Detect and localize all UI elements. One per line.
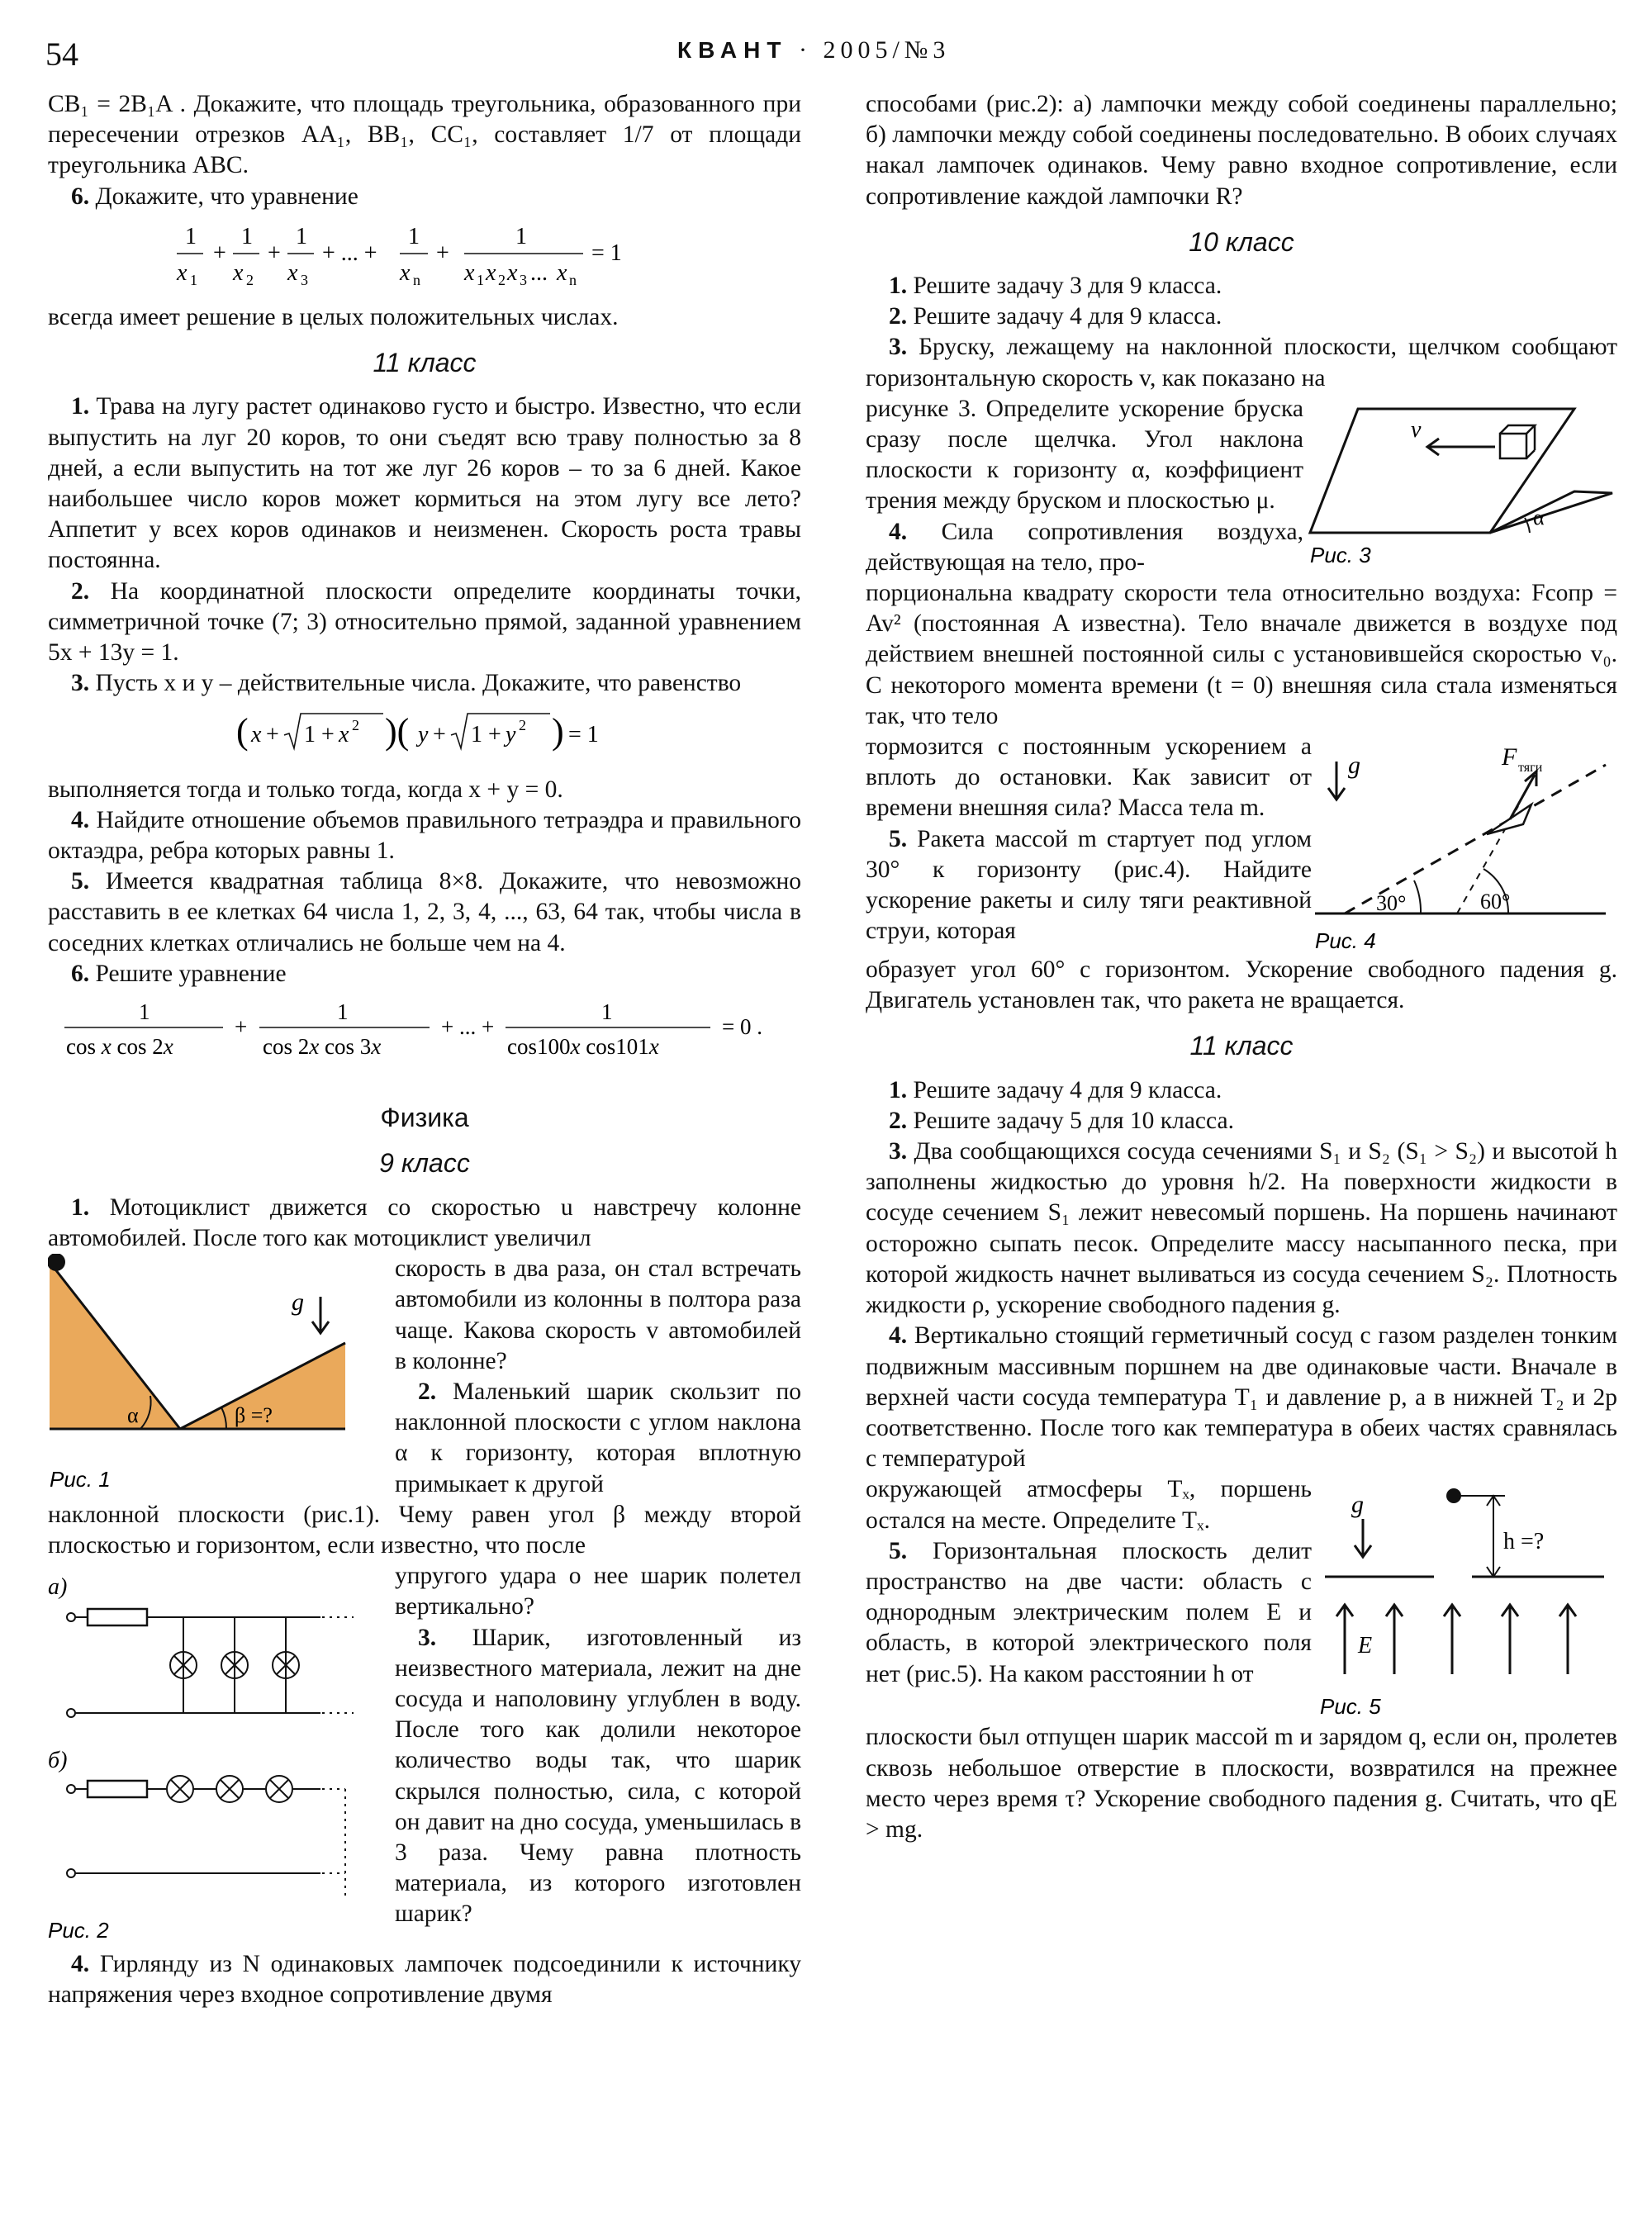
- phys10-problem-3-end: рисунке 3. Определите ускорение бруска сразу после щелчка. Угол наклона плоскости к горизонту α, коэффициент трения между бруском и плоскостью μ.: [866, 395, 1303, 515]
- svg-text:2: 2: [352, 717, 359, 734]
- svg-text:2: 2: [246, 271, 254, 288]
- phys9-problem-1-start: 1. Мотоциклист движется со скоростью u навстречу колонне автомобилей. После того как мотоциклист увеличил: [48, 1193, 802, 1251]
- phys11-problem-5-end: плоскости был отпущен шарик массой m и зарядом q, если он, пролетев сквозь небольшое отверстие в плоскости, возвратился на прежнее место через время τ? Ускорение свободного падения g. Считать, что qE > mg.: [866, 1724, 1617, 1843]
- phys9-problem-4-end: способами (рис.2): а) лампочки между собой соединены параллельно; б) лампочки между собой соединены последовательно. В обоих случаях накал лампочек одинаков. Чему равно входное сопротивление, если сопротивление каждой лампочки R?: [866, 91, 1617, 210]
- phys10-problem-5-end: образует угол 60° с горизонтом. Ускорение свободного падения g. Двигатель установлен так, что ракета не вращается.: [866, 956, 1617, 1014]
- figure-5-caption: Рис. 5: [1320, 1694, 1381, 1720]
- svg-text:тяги: тяги: [1518, 761, 1543, 776]
- phys11-problem-5-start: 5. Горизонтальная плоскость делит пространство на две части: область с однородным электрическим полем E и область, в которой электрического поля нет (рис.5). На каком расстоянии h от: [866, 1537, 1312, 1687]
- math11-problem-3: 3. Пусть x и y – действительные числа. Докажите, что равенство: [71, 670, 742, 697]
- svg-text:cos 2x cos 3x: cos 2x cos 3x: [263, 1034, 382, 1060]
- right-column: [866, 89, 1617, 1845]
- svg-text:g: g: [292, 1288, 304, 1317]
- phys9-problem-1-end: скорость в два раза, он стал встречать автомобили из колонны в полтора раза чаще. Какова скорость v автомобилей в колонне?: [395, 1255, 801, 1374]
- figure-3: [1303, 394, 1617, 567]
- math11-problem-5: 5. Имеется квадратная таблица 8×8. Докажите, что невозможно расставить в ее клетках 64 числа 1, 2, 3, 4, ..., 63, 64 так, чтобы числа в соседних клетках отличались не больше чем на 4.: [48, 868, 801, 956]
- svg-text:+ ... +: + ... +: [322, 240, 377, 266]
- phys9-problem-3: 3. Шарик, изготовленный из неизвестного материала, лежит на дне сосуда и наполовину углублен в воду. После того как долили некоторое количество воды так, что шарик скрылся полностью, сила, с которой он давит на дно сосуда, уменьшилась в 3 раза. Чему равна плотность материала, из которого изготовлен шарик?: [395, 1624, 802, 1928]
- svg-text:2: 2: [519, 717, 526, 734]
- svg-text:x: x: [233, 259, 244, 286]
- svg-text:1: 1: [296, 223, 307, 249]
- svg-text:α: α: [1533, 505, 1545, 529]
- left-column: [48, 89, 801, 2011]
- equation-reciprocals-graphic: [160, 219, 689, 288]
- phys11-problem-4-end: окружающей атмосферы Tₓ, поршень остался на месте. Определите Tₓ.: [866, 1476, 1312, 1534]
- equation-sqrt-product-graphic: [235, 705, 615, 760]
- geometry-problem-tail: CB₁ = 2B₁A . Докажите, что площадь треугольника, образованного при пересечении отрезков AA₁, BB₁, CC₁, составляет 1/7 от площади треугольника ABC.: [48, 91, 801, 179]
- svg-text:+: +: [436, 240, 449, 266]
- svg-text:n: n: [569, 271, 577, 288]
- equation-cos-sum: [48, 996, 801, 1070]
- equation-cos-sum-graphic: [61, 996, 788, 1062]
- phys11-problem-1: 1. Решите задачу 4 для 9 класса.: [889, 1076, 1222, 1103]
- math11-problem-3-tail: выполняется тогда и только тогда, когда x + y = 0.: [48, 776, 563, 803]
- svg-text:x: x: [339, 722, 349, 748]
- svg-text:x: x: [557, 259, 567, 286]
- section-grade-11-math: 11 класс: [373, 348, 477, 378]
- figure-5-field: [1312, 1474, 1617, 1722]
- svg-text:1: 1: [190, 271, 197, 288]
- journal-name: КВАНТ: [677, 37, 788, 63]
- svg-text:3: 3: [520, 271, 527, 288]
- svg-text:x: x: [486, 259, 496, 286]
- svg-text:x: x: [177, 259, 188, 286]
- figure-4: [1312, 732, 1617, 955]
- svg-text:1: 1: [241, 223, 253, 249]
- svg-text:)(: )(: [385, 711, 410, 752]
- svg-text:x: x: [400, 259, 411, 286]
- figure-5: [1312, 1474, 1617, 1722]
- figure-3-caption: Рис. 3: [1310, 542, 1371, 567]
- svg-text:x: x: [287, 259, 298, 286]
- svg-text:E: E: [1358, 1633, 1373, 1659]
- equation-reciprocals: [48, 219, 801, 296]
- phys9-problem-2-end: упругого удара о нее шарик полетел вертикально?: [395, 1563, 801, 1620]
- math-problem-6: 6. Докажите, что уравнение: [71, 183, 358, 210]
- svg-text:y: y: [506, 722, 516, 748]
- phys10-problem-5-start: 5. Ракета массой m стартует под углом 30° к горизонту (рис.4). Найдите ускорение ракеты и силу тяги реактивной струи, которая: [866, 825, 1313, 945]
- svg-text:y: y: [418, 722, 429, 748]
- phys10-problem-1: 1. Решите задачу 3 для 9 класса.: [889, 273, 1222, 300]
- svg-text:б): б): [48, 1748, 68, 1774]
- section-physics: Физика: [380, 1103, 469, 1133]
- svg-text:60°: 60°: [1480, 890, 1511, 914]
- svg-text:1 +: 1 +: [304, 722, 335, 748]
- section-grade-11-physics: 11 класс: [1189, 1031, 1294, 1061]
- math11-problem-2: 2. На координатной плоскости определите координаты точки, симметричной точке (7; 3) относительно прямой, заданной уравнением 5x + 13y = 1.: [48, 577, 801, 667]
- figure-1: [48, 1254, 395, 1498]
- svg-text:+: +: [235, 1014, 248, 1040]
- equation-sqrt-product: [48, 705, 801, 767]
- svg-text:1: 1: [408, 223, 420, 249]
- svg-text:= 1: = 1: [591, 240, 622, 266]
- phys9-problem-2-mid: наклонной плоскости (рис.1). Чему равен угол β между второй плоскостью и горизонтом, если известно, что после: [48, 1501, 801, 1559]
- issue-number: · 2005/№3: [798, 36, 951, 64]
- phys10-problem-4-start: 4. Сила сопротивления воздуха, действующая на тело, про-: [866, 518, 1303, 576]
- svg-text:x: x: [507, 259, 518, 286]
- phys10-problem-4-end: тормозится с постоянным ускорением a вплоть до остановки. Как зависит от времени внешняя сила? Масса тела m.: [866, 733, 1312, 822]
- math11-problem-6: 6. Решите уравнение: [71, 960, 287, 987]
- phys11-problem-2: 2. Решите задачу 5 для 10 класса.: [889, 1107, 1234, 1134]
- svg-text:= 1: = 1: [568, 722, 599, 748]
- svg-text:g: g: [1348, 752, 1360, 780]
- section-grade-9-physics: 9 класс: [379, 1148, 470, 1179]
- figure-2-circuits: [48, 1561, 395, 1949]
- math11-problem-4: 4. Найдите отношение объемов правильного тетраэдра и правильного октаэдра, ребра которых равны 1.: [48, 806, 802, 865]
- phys10-problem-4-mid: порциональна квадрату скорости тела относительно воздуха: Fсопр = Av² (постоянная A известна). Тело вначале движется в воздухе под действием внешней постоянной силы с установившейся скоростью v₀. С некоторого момента времени (t = 0) внешняя сила стала изменяться так, что тело: [866, 580, 1617, 729]
- svg-text:cos x cos 2x: cos x cos 2x: [66, 1034, 173, 1060]
- svg-text:+: +: [213, 240, 226, 266]
- svg-text:1: 1: [185, 223, 197, 249]
- math-problem-6-tail: всегда имеет решение в целых положительных числах.: [48, 304, 619, 331]
- figure-1-caption: Рис. 1: [50, 1467, 111, 1492]
- svg-text:g: g: [1351, 1491, 1364, 1519]
- svg-text:...: ...: [530, 259, 548, 286]
- svg-text:+: +: [433, 722, 446, 748]
- svg-text:n: n: [413, 271, 420, 288]
- svg-text:1: 1: [139, 999, 150, 1025]
- figure-4-caption: Рис. 4: [1315, 928, 1376, 954]
- svg-text:= 0 .: = 0 .: [722, 1014, 762, 1040]
- svg-text:(: (: [236, 711, 249, 752]
- figure-4-rocket: [1312, 732, 1617, 955]
- svg-text:+: +: [268, 240, 281, 266]
- svg-text:1: 1: [477, 271, 484, 288]
- svg-text:30°: 30°: [1376, 891, 1407, 916]
- svg-text:1: 1: [515, 223, 527, 249]
- svg-text:h =?: h =?: [1503, 1529, 1545, 1555]
- svg-text:x: x: [251, 722, 262, 748]
- svg-text:+ ... +: + ... +: [441, 1014, 495, 1040]
- phys10-problem-2: 2. Решите задачу 4 для 9 класса.: [889, 303, 1222, 330]
- svg-text:а): а): [48, 1574, 68, 1601]
- svg-text:+: +: [266, 722, 279, 748]
- svg-text:2: 2: [498, 271, 506, 288]
- svg-text:α: α: [127, 1403, 139, 1428]
- page-number: 54: [45, 36, 78, 73]
- phys9-problem-2-start: 2. Маленький шарик скользит по наклонной плоскости с углом наклона α к горизонту, которая вплотную примыкает к другой: [395, 1378, 801, 1497]
- svg-text:): ): [552, 711, 564, 752]
- svg-text:cos100x cos101x: cos100x cos101x: [507, 1034, 659, 1060]
- section-grade-10-physics: 10 класс: [1189, 226, 1294, 257]
- phys11-problem-4-start: 4. Вертикально стоящий герметичный сосуд с газом разделен тонким подвижным массивным поршнем на две одинаковые части. Вначале в верхней части сосуда температура T₁ и давление p, а в нижней T₂ и 2p соответственно. После того как температура в обеих частях сравнялась с температурой: [866, 1322, 1617, 1473]
- math11-problem-1: 1. Трава на лугу растет одинаково густо и быстро. Известно, что если выпустить на луг 20 коров, то они съедят всю траву полностью за 8 дней, а если выпустить на тот же луг 26 коров – то за 6 дней. Какое наибольшее число коров может кормиться на этом лугу все лето? Аппетит у всех коров одинаков и неизменен. Скорость роста травы постоянна.: [48, 393, 801, 574]
- phys11-problem-3: 3. Два сообщающихся сосуда сечениями S₁ и S₂ (S₁ > S₂) и высотой h заполнены жидкостью до уровня h/2. На поверхности жидкости в сосуде сечением S₁ лежит невесомый поршень. На поршень начинают осторожно сыпать песок. Определите массу насыпанного песка, при которой жидкость начнет выливаться из сосуда сечением S₂. Плотность жидкости ρ, ускорение свободного падения g.: [866, 1138, 1618, 1319]
- phys10-problem-3-start: 3. Бруску, лежащему на наклонной плоскости, щелчком сообщают горизонтальную скорость v, как показано на: [866, 334, 1617, 391]
- running-header: [677, 36, 950, 64]
- phys9-problem-4-start: 4. Гирлянду из N одинаковых лампочек подсоединили к источнику напряжения через входное сопротивление двумя: [48, 1951, 802, 2009]
- svg-text:β =?: β =?: [235, 1403, 273, 1428]
- svg-text:x: x: [464, 259, 475, 286]
- svg-text:1: 1: [337, 999, 349, 1025]
- figure-1-inclined-planes: [48, 1254, 395, 1498]
- figure-2-caption: Рис. 2: [48, 1918, 109, 1943]
- svg-text:1 +: 1 +: [471, 722, 501, 748]
- svg-text:F: F: [1502, 743, 1517, 771]
- svg-text:v: v: [1411, 416, 1422, 443]
- svg-text:1: 1: [601, 999, 613, 1025]
- figure-2: [48, 1561, 395, 1949]
- figure-3-block-on-incline: [1303, 394, 1617, 567]
- svg-text:3: 3: [301, 271, 308, 288]
